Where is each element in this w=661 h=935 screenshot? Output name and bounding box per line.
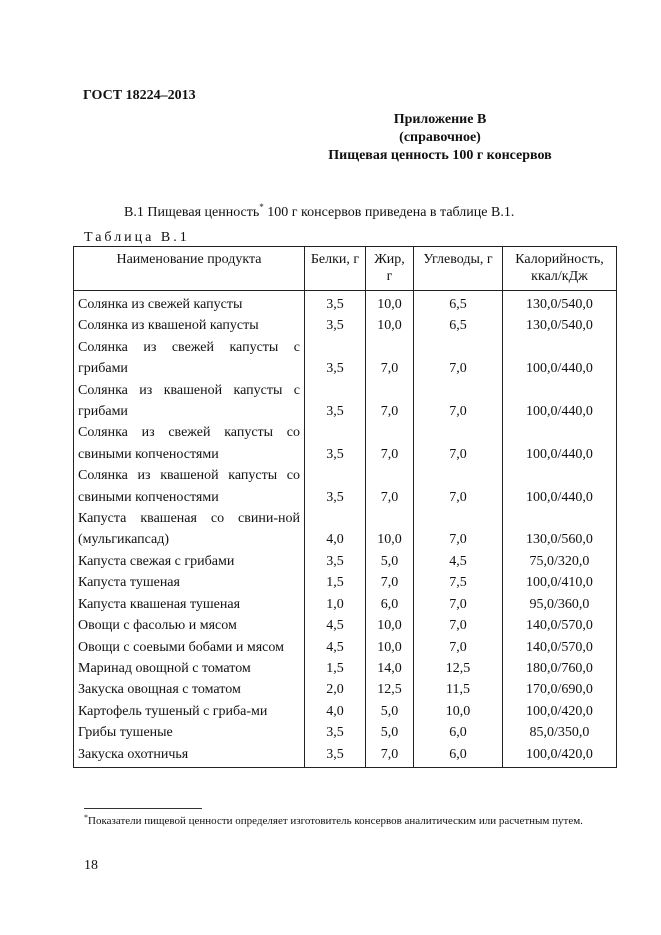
cell-protein: 3,5 bbox=[305, 722, 366, 743]
table-row bbox=[74, 337, 617, 380]
appendix-title: Приложение В bbox=[393, 112, 487, 127]
cell-calories: 130,0/540,0 bbox=[503, 315, 617, 336]
nutrition-table bbox=[73, 246, 617, 768]
cell-carbs: 7,5 bbox=[414, 572, 503, 593]
cell-protein: 3,5 bbox=[305, 315, 366, 336]
cell-carbs: 7,0 bbox=[414, 422, 503, 465]
cell-name: Грибы тушеные bbox=[74, 722, 305, 743]
cell-carbs: 7,0 bbox=[414, 508, 503, 551]
cell-protein: 4,5 bbox=[305, 637, 366, 658]
cell-fat: 10,0 bbox=[366, 508, 414, 551]
cell-protein: 1,0 bbox=[305, 594, 366, 615]
table-row bbox=[74, 508, 617, 551]
cell-name: Маринад овощной с томатом bbox=[74, 658, 305, 679]
cell-carbs: 4,5 bbox=[414, 551, 503, 572]
table-row bbox=[74, 615, 617, 636]
cell-name: Солянка из свежей капусты со свиными копченостями bbox=[74, 422, 305, 465]
table-row bbox=[74, 744, 617, 768]
table-row bbox=[74, 679, 617, 700]
cell-fat: 12,5 bbox=[366, 679, 414, 700]
cell-calories: 100,0/440,0 bbox=[503, 422, 617, 465]
cell-fat: 7,0 bbox=[366, 422, 414, 465]
cell-calories: 100,0/440,0 bbox=[503, 380, 617, 423]
cell-name: Капуста квашеная тушеная bbox=[74, 594, 305, 615]
cell-calories: 140,0/570,0 bbox=[503, 637, 617, 658]
cell-calories: 100,0/440,0 bbox=[503, 465, 617, 508]
cell-protein: 3,5 bbox=[305, 551, 366, 572]
cell-fat: 7,0 bbox=[366, 744, 414, 768]
cell-fat: 7,0 bbox=[366, 380, 414, 423]
cell-protein: 3,5 bbox=[305, 422, 366, 465]
table-row bbox=[74, 380, 617, 423]
cell-carbs: 6,0 bbox=[414, 722, 503, 743]
table-row bbox=[74, 315, 617, 336]
cell-protein: 1,5 bbox=[305, 658, 366, 679]
cell-name: Картофель тушеный с гриба-ми bbox=[74, 701, 305, 722]
cell-protein: 3,5 bbox=[305, 291, 366, 316]
cell-carbs: 7,0 bbox=[414, 465, 503, 508]
cell-carbs: 10,0 bbox=[414, 701, 503, 722]
cell-calories: 170,0/690,0 bbox=[503, 679, 617, 700]
cell-fat: 7,0 bbox=[366, 572, 414, 593]
cell-fat: 10,0 bbox=[366, 291, 414, 316]
table-row bbox=[74, 722, 617, 743]
cell-protein: 4,0 bbox=[305, 508, 366, 551]
footnote-separator bbox=[84, 808, 202, 809]
table-row bbox=[74, 701, 617, 722]
cell-name: Солянка из квашеной капусты со свиными копченостями bbox=[74, 465, 305, 508]
table-row bbox=[74, 422, 617, 465]
document-code: ГОСТ 18224–2013 bbox=[83, 88, 196, 103]
appendix-subtitle: (справочное) bbox=[399, 130, 481, 145]
cell-calories: 180,0/760,0 bbox=[503, 658, 617, 679]
cell-protein: 4,0 bbox=[305, 701, 366, 722]
cell-protein: 4,5 bbox=[305, 615, 366, 636]
cell-carbs: 7,0 bbox=[414, 594, 503, 615]
appendix-heading: Пищевая ценность 100 г консервов bbox=[328, 148, 552, 163]
header-carbs: Углеводы, г bbox=[414, 247, 503, 291]
header-product-name: Наименование продукта bbox=[74, 247, 305, 291]
cell-calories: 95,0/360,0 bbox=[503, 594, 617, 615]
table-caption: Таблица В.1 bbox=[84, 230, 190, 245]
cell-calories: 100,0/420,0 bbox=[503, 744, 617, 768]
cell-fat: 7,0 bbox=[366, 465, 414, 508]
cell-carbs: 6,5 bbox=[414, 315, 503, 336]
cell-protein: 3,5 bbox=[305, 465, 366, 508]
cell-fat: 6,0 bbox=[366, 594, 414, 615]
cell-protein: 2,0 bbox=[305, 679, 366, 700]
table-row bbox=[74, 551, 617, 572]
cell-fat: 5,0 bbox=[366, 722, 414, 743]
cell-name: Солянка из свежей капусты bbox=[74, 291, 305, 316]
header-protein: Белки, г bbox=[305, 247, 366, 291]
cell-name: Закуска овощная с томатом bbox=[74, 679, 305, 700]
cell-calories: 140,0/570,0 bbox=[503, 615, 617, 636]
table-row bbox=[74, 291, 617, 316]
cell-calories: 75,0/320,0 bbox=[503, 551, 617, 572]
table-header-row bbox=[74, 247, 617, 291]
cell-carbs: 7,0 bbox=[414, 380, 503, 423]
table-row bbox=[74, 658, 617, 679]
cell-carbs: 6,5 bbox=[414, 291, 503, 316]
cell-fat: 10,0 bbox=[366, 315, 414, 336]
cell-name: Овощи с соевыми бобами и мясом bbox=[74, 637, 305, 658]
cell-calories: 100,0/420,0 bbox=[503, 701, 617, 722]
cell-name: Солянка из свежей капусты с грибами bbox=[74, 337, 305, 380]
header-calories: Калорийность, ккал/кДж bbox=[503, 247, 617, 291]
cell-fat: 10,0 bbox=[366, 637, 414, 658]
table-row bbox=[74, 637, 617, 658]
footnote-mark: * bbox=[84, 813, 88, 822]
cell-calories: 130,0/540,0 bbox=[503, 291, 617, 316]
cell-fat: 14,0 bbox=[366, 658, 414, 679]
cell-protein: 1,5 bbox=[305, 572, 366, 593]
page-number: 18 bbox=[84, 858, 98, 873]
cell-name: Закуска охотничья bbox=[74, 744, 305, 768]
table-row bbox=[74, 594, 617, 615]
cell-name: Капуста тушеная bbox=[74, 572, 305, 593]
table-row bbox=[74, 465, 617, 508]
cell-fat: 5,0 bbox=[366, 551, 414, 572]
footnote bbox=[84, 813, 614, 830]
cell-fat: 7,0 bbox=[366, 337, 414, 380]
cell-carbs: 7,0 bbox=[414, 637, 503, 658]
intro-text-start: В.1 Пищевая ценность bbox=[124, 205, 260, 220]
intro-paragraph bbox=[124, 202, 515, 221]
footnote-reference: * bbox=[259, 202, 264, 212]
cell-calories: 100,0/410,0 bbox=[503, 572, 617, 593]
cell-fat: 10,0 bbox=[366, 615, 414, 636]
cell-carbs: 7,0 bbox=[414, 337, 503, 380]
table-row bbox=[74, 572, 617, 593]
cell-protein: 3,5 bbox=[305, 337, 366, 380]
cell-calories: 130,0/560,0 bbox=[503, 508, 617, 551]
cell-protein: 3,5 bbox=[305, 744, 366, 768]
cell-carbs: 6,0 bbox=[414, 744, 503, 768]
cell-protein: 3,5 bbox=[305, 380, 366, 423]
cell-fat: 5,0 bbox=[366, 701, 414, 722]
footnote-text: Показатели пищевой ценности определяет изготовитель консервов аналитическим или расчетным путем. bbox=[88, 815, 583, 827]
cell-carbs: 11,5 bbox=[414, 679, 503, 700]
cell-calories: 85,0/350,0 bbox=[503, 722, 617, 743]
cell-name: Солянка из квашеной капусты с грибами bbox=[74, 380, 305, 423]
intro-text-end: 100 г консервов приведена в таблице В.1. bbox=[263, 205, 515, 220]
cell-calories: 100,0/440,0 bbox=[503, 337, 617, 380]
cell-name: Капуста квашеная со свини-ной (мульгикапсад) bbox=[74, 508, 305, 551]
cell-name: Капуста свежая с грибами bbox=[74, 551, 305, 572]
cell-carbs: 12,5 bbox=[414, 658, 503, 679]
cell-name: Овощи с фасолью и мясом bbox=[74, 615, 305, 636]
cell-carbs: 7,0 bbox=[414, 615, 503, 636]
cell-name: Солянка из квашеной капусты bbox=[74, 315, 305, 336]
header-fat: Жир, г bbox=[366, 247, 414, 291]
